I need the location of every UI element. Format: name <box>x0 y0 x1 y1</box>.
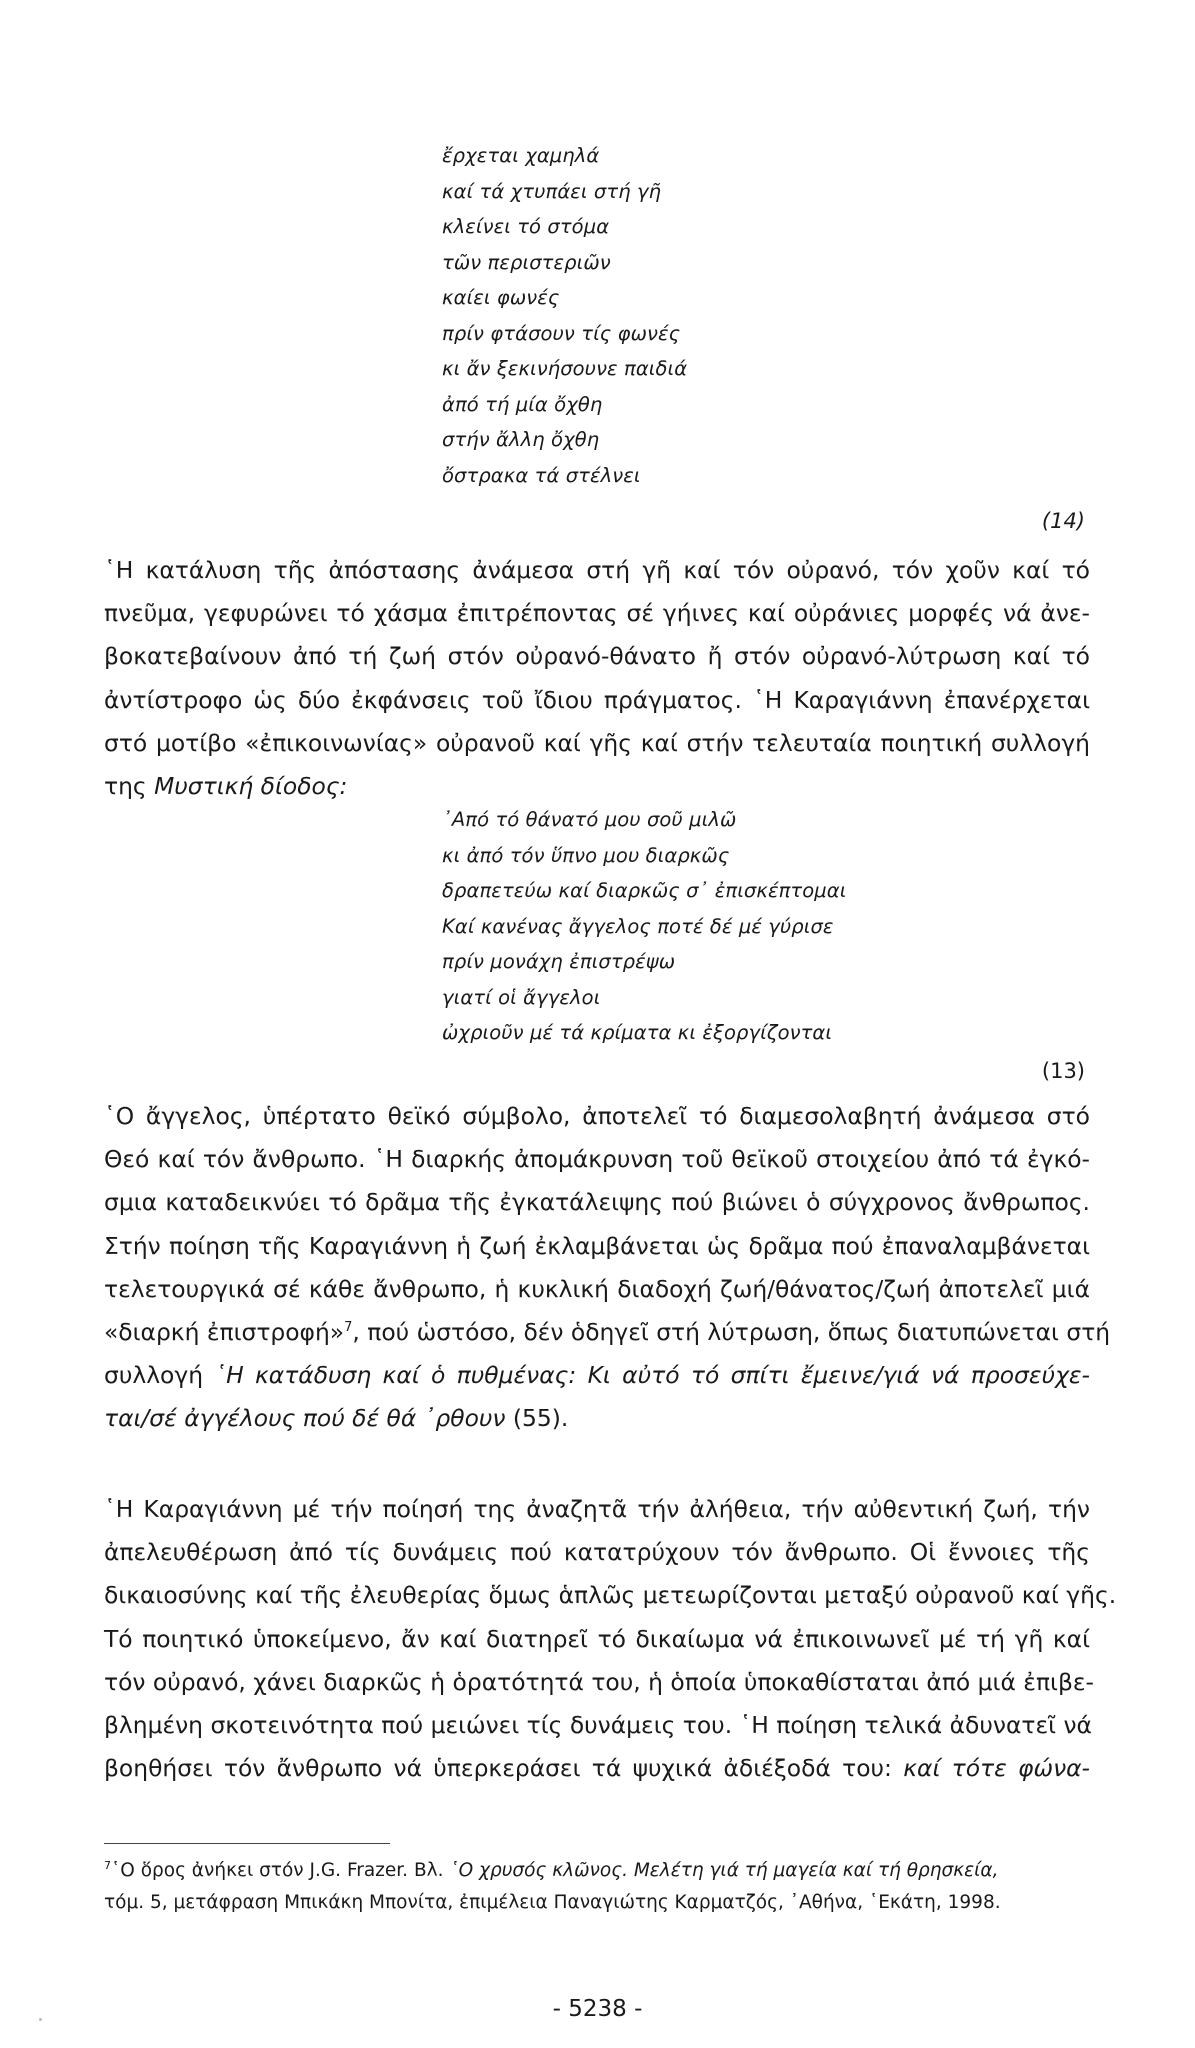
text-line: ῾Η Καραγιάννη μέ τήν ποίησή της ἀναζητᾶ τήν ἀλήθεια, τήν αὐθεντική ζωή, τήν <box>104 1495 1090 1523</box>
footnote <box>104 1855 1090 1919</box>
poem-line: γιατί οἱ ἄγγελοι <box>442 985 601 1009</box>
collection-title: Μυστική δίοδος: <box>154 771 348 800</box>
footnote-marker: 7 <box>104 1858 111 1872</box>
text-line: ῾Η κατάλυση τῆς ἀπόστασης ἀνάμεσα στή γῆ καί τόν οὐρανό, τόν χοῦν καί τό <box>104 556 1090 584</box>
text-fragment: (55). <box>505 1404 569 1433</box>
text-fragment: βοηθήσει τόν ἄνθρωπο νά ὑπερκεράσει τά ψυχικά ἀδιέξοδά του: <box>104 1754 904 1783</box>
text-fragment: «διαρκή ἐπιστροφή» <box>104 1317 345 1346</box>
poem-line: κλείνει τό στόμα <box>442 215 610 238</box>
cited-title: ῾Ο χρυσός κλῶνος. Μελέτη γιά τή μαγεία καί τή θρησκεία, <box>449 1860 999 1881</box>
text-fragment: ῾Ο ὅρος ἀνήκει στόν J.G. Frazer. Βλ. <box>111 1860 450 1881</box>
text-line <box>104 1397 1090 1440</box>
text-line: Στήν ποίηση τῆς Καραγιάννη ἡ ζωή ἐκλαμβάνεται ὡς δρᾶμα πού ἐπαναλαμβάνεται <box>104 1231 1090 1260</box>
poem-excerpt-2 <box>442 802 846 1051</box>
text-line: βλημένη σκοτεινότητα πού μειώνει τίς δυνάμεις του. ῾Η ποίηση τελικά ἀδυνατεῖ νά <box>104 1710 1092 1739</box>
poem-line: ὠχριοῦν μέ τά κρίματα κι ἐξοργίζονται <box>442 1021 833 1044</box>
body-paragraph-1 <box>104 549 1090 808</box>
quoted-verse: ται/σέ ἀγγέλους πού δέ θά ᾿ρθουν <box>104 1404 506 1433</box>
text-line: στό μοτίβο «ἐπικοινωνίας» οὐρανοῦ καί γῆς καί στήν τελευταία ποιητική συλλογή <box>104 728 1090 757</box>
page-number: - 5238 - <box>552 1996 643 2022</box>
footnote-divider <box>104 1843 390 1844</box>
footnote-line: τόμ. 5, μετάφραση Μπικάκη Μπονίτα, ἐπιμέλεια Παναγιώτης Καρματζός, ᾿Αθήνα, ῾Εκάτη, 1998. <box>104 1892 1001 1913</box>
text-line: Θεό καί τόν ἄνθρωπο. ῾Η διαρκής ἀπομάκρυνση τοῦ θεϊκοῦ στοιχείου ἀπό τά ἐγκό- <box>104 1145 1090 1174</box>
text-line: βοκατεβαίνουν ἀπό τή ζωή στόν οὐρανό-θάνατο ἤ στόν οὐρανό-λύτρωση καί τό <box>104 642 1090 671</box>
poem-line: πρίν φτάσουν τίς φωνές <box>442 321 681 345</box>
poem-excerpt-1 <box>442 138 687 493</box>
text-line: τελετουργικά σέ κάθε ἄνθρωπο, ἡ κυκλική διαδοχή ζωή/θάνατος/ζωή ἀποτελεῖ μιά <box>104 1274 1090 1303</box>
text-line <box>104 1747 1090 1790</box>
poem-line: κι ἄν ξεκινήσουνε παιδιά <box>442 357 688 380</box>
text-line: Τό ποιητικό ὑποκείμενο, ἄν καί διατηρεῖ τό δικαίωμα νά ἐπικοινωνεῖ μέ τή γῆ καί <box>104 1624 1090 1653</box>
poem-line: ἀπό τή μία ὄχθη <box>442 392 603 416</box>
text-line: ἀπελευθέρωση ἀπό τίς δυνάμεις πού κατατρύχουν τόν ἄνθρωπο. Οἱ ἔννοιες τῆς <box>104 1538 1090 1567</box>
poem-line: ὄστρακα τά στέλνει <box>442 463 641 487</box>
quoted-verse: καί τότε φώνα- <box>903 1754 1090 1783</box>
quoted-verse: ῾Η κατάδυση καί ὁ πυθμένας: Κι αὐτό τό σπίτι ἔμεινε/γιά νά προσεύχε- <box>214 1361 1090 1390</box>
poem-page-reference: (13) <box>1041 1059 1085 1083</box>
text-fragment: συλλογή <box>104 1361 215 1390</box>
text-line: ἀντίστροφο ὡς δύο ἐκφάνσεις τοῦ ἴδιου πράγματος. ῾Η Καραγιάννη ἐπανέρχεται <box>104 685 1090 714</box>
scan-speck <box>39 2018 42 2021</box>
poem-line: πρίν μονάχη ἐπιστρέψω <box>442 950 676 973</box>
text-fragment: , πού ὡστόσο, δέν ὁδηγεῖ στή λύτρωση, ὅπως διατυπώνεται στή <box>352 1317 1111 1346</box>
body-paragraph-3 <box>104 1488 1117 1790</box>
poem-line: τῶν περιστεριῶν <box>442 250 611 274</box>
body-paragraph-2 <box>104 1095 1111 1441</box>
footnote-reference[interactable]: 7 <box>344 1320 353 1336</box>
footnote-line <box>104 1855 1090 1887</box>
poem-line: δραπετεύω καί διαρκῶς σ᾿ ἐπισκέπτομαι <box>442 879 847 902</box>
text-line: πνεῦμα, γεφυρώνει τό χάσμα ἐπιτρέποντας σέ γήινες καί οὐράνιες μορφές νά ἀνε- <box>104 599 1090 628</box>
text-line: ῾Ο ἄγγελος, ὑπέρτατο θεϊκό σύμβολο, ἀποτελεῖ τό διαμεσολαβητή ἀνάμεσα στό <box>104 1102 1090 1130</box>
text-line <box>104 1354 1090 1397</box>
text-line <box>104 1311 1111 1354</box>
poem-line: ᾿Από τό θάνατό μου σοῦ μιλῶ <box>442 808 737 831</box>
text-line: τόν οὐρανό, χάνει διαρκῶς ἡ ὁρατότητά του, ἡ ὁποία ὑποκαθίσταται ἀπό μιά ἐπιβε- <box>104 1667 1094 1696</box>
text-line: σμια καταδεικνύει τό δρᾶμα τῆς ἐγκατάλειψης πού βιώνει ὁ σύγχρονος ἄνθρωπος. <box>104 1188 1090 1217</box>
poem-line: καίει φωνές <box>442 286 560 309</box>
poem-line: κι ἀπό τόν ὕπνο μου διαρκῶς <box>442 843 730 867</box>
text-line: δικαιοσύνης καί τῆς ἐλευθερίας ὅμως ἁπλῶς μετεωρίζονται μεταξύ οὐρανοῦ καί γῆς. <box>104 1581 1117 1610</box>
poem-line: καί τά χτυπάει στή γῆ <box>442 179 662 203</box>
text-fragment: της <box>104 771 155 800</box>
poem-line: στήν ἄλλη ὄχθη <box>442 428 600 451</box>
poem-line: ἔρχεται χαμηλά <box>442 144 600 167</box>
poem-page-reference: (14) <box>1041 509 1085 533</box>
poem-line: Καί κανένας ἄγγελος ποτέ δέ μέ γύρισε <box>442 914 834 938</box>
